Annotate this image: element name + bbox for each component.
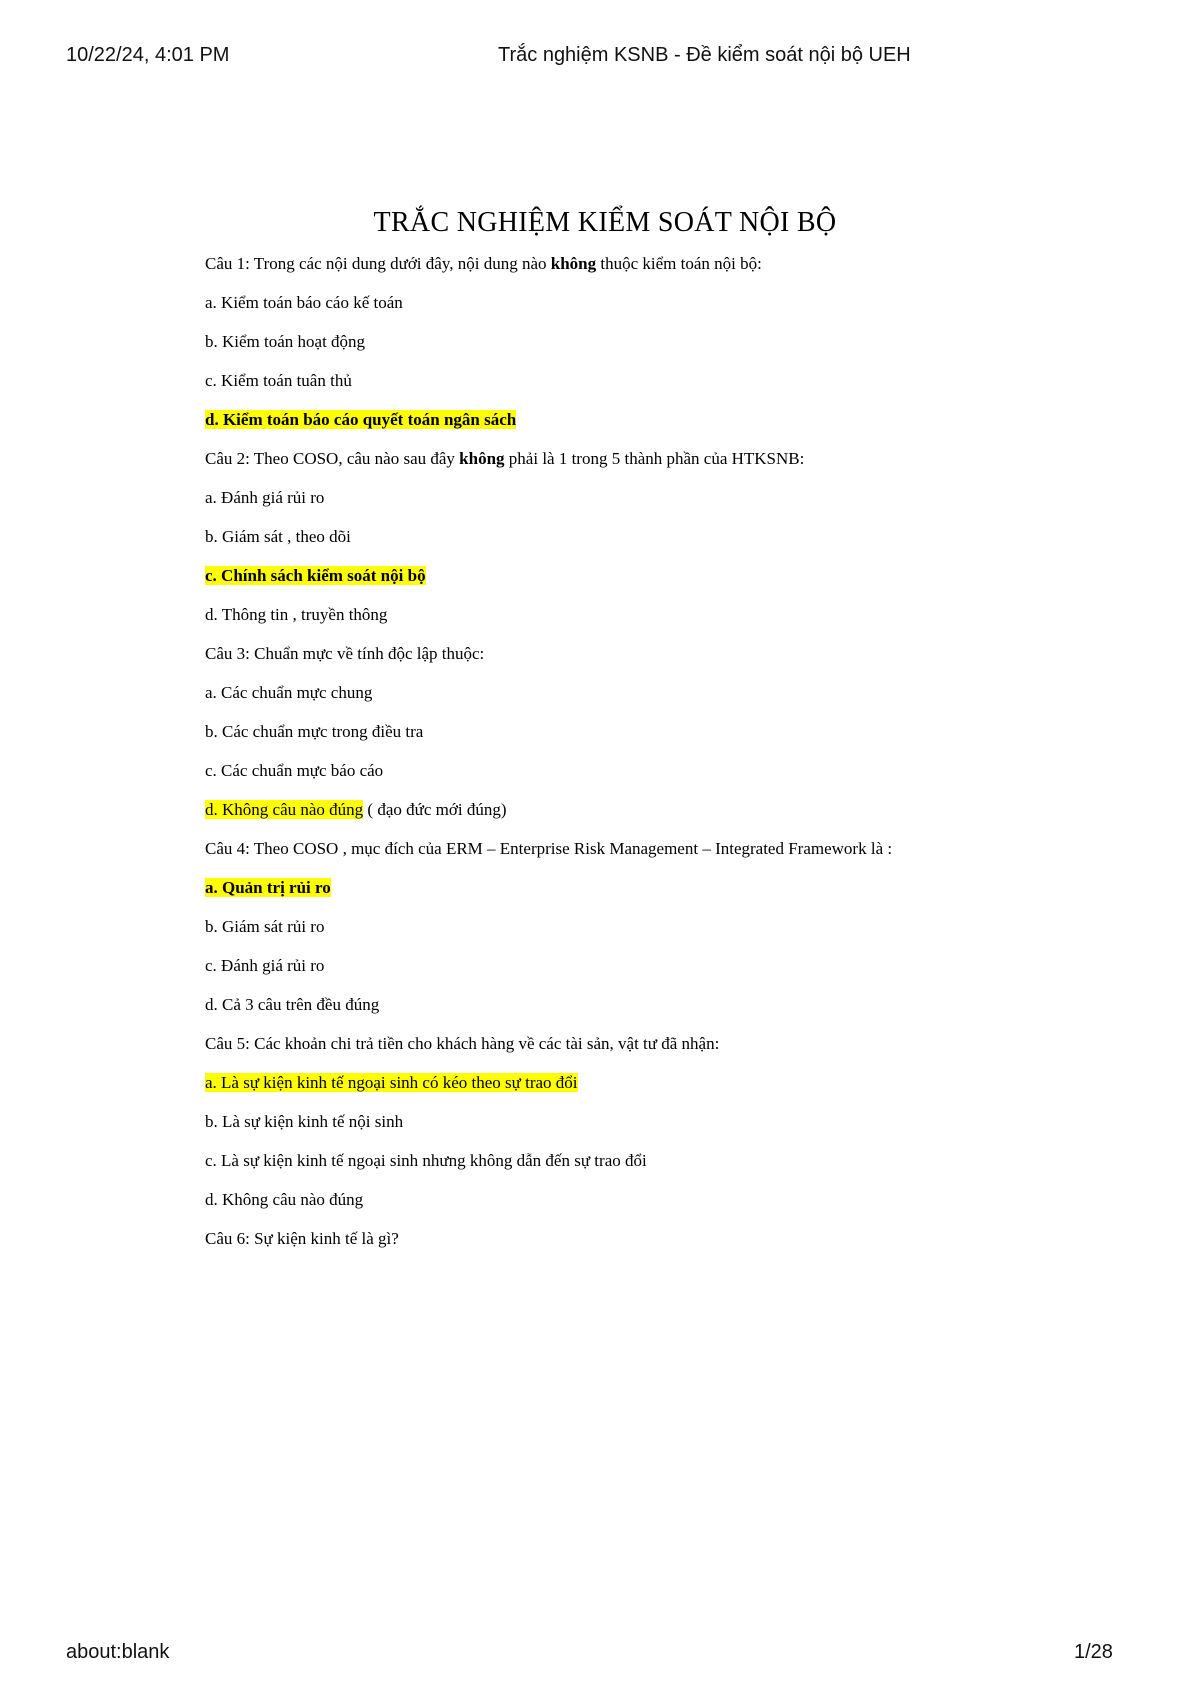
text-run: c. Đánh giá rủi ro <box>205 956 325 975</box>
document-title: TRẮC NGHIỆM KIỂM SOÁT NỘI BỘ <box>373 207 837 238</box>
text-run: c. Là sự kiện kinh tế ngoại sinh nhưng không dẫn đến sự trao đổi <box>205 1151 647 1170</box>
answer-option <box>205 371 1005 391</box>
answer-option <box>205 1073 1005 1093</box>
bold-text: không <box>459 449 505 468</box>
answer-option <box>205 605 1005 625</box>
answer-option <box>205 293 1005 313</box>
print-header-document-title: Trắc nghiệm KSNB - Đề kiểm soát nội bộ UEH <box>498 44 911 66</box>
text-run: b. Là sự kiện kinh tế nội sinh <box>205 1112 404 1131</box>
answer-option <box>205 917 1005 937</box>
question-text <box>205 644 1005 664</box>
print-footer-page-number: 1/28 <box>1074 1641 1113 1663</box>
print-header-datetime: 10/22/24, 4:01 PM <box>66 44 230 66</box>
text-run: b. Giám sát , theo dõi <box>205 527 351 546</box>
highlighted-answer-text: c. Chính sách kiểm soát nội bộ <box>205 566 426 585</box>
text-run: b. Các chuẩn mực trong điều tra <box>205 722 424 741</box>
question-text <box>205 254 1005 274</box>
answer-option <box>205 956 1005 976</box>
question-text <box>205 1034 1005 1054</box>
answer-option <box>205 800 1005 820</box>
answer-option <box>205 1151 1005 1171</box>
text-run: a. Kiểm toán báo cáo kế toán <box>205 293 403 312</box>
text-run: Câu 5: Các khoản chi trả tiền cho khách hàng về các tài sản, vật tư đã nhận: <box>205 1034 720 1053</box>
answer-option <box>205 566 1005 586</box>
text-run: d. Cả 3 câu trên đều đúng <box>205 995 380 1014</box>
answer-option <box>205 527 1005 547</box>
answer-option <box>205 1190 1005 1210</box>
text-run: a. Các chuẩn mực chung <box>205 683 373 702</box>
answer-option <box>205 410 1005 430</box>
highlighted-answer-text: a. Quản trị rủi ro <box>205 878 331 897</box>
question-text <box>205 839 1005 859</box>
bold-text: không <box>550 254 597 273</box>
highlighted-answer-text: d. Không câu nào đúng <box>205 800 364 819</box>
answer-option <box>205 761 1005 781</box>
text-run: ( đạo đức mới đúng) <box>363 800 507 819</box>
text-run: Câu 6: Sự kiện kinh tế là gì? <box>205 1229 399 1248</box>
question-text <box>205 1229 1005 1249</box>
question-text <box>205 449 1005 469</box>
document-body <box>205 204 1005 1268</box>
answer-option <box>205 488 1005 508</box>
text-run: Câu 4: Theo COSO , mục đích của ERM – Enterprise Risk Management – Integrated Framework là : <box>205 839 893 858</box>
answer-option <box>205 332 1005 352</box>
answer-option <box>205 878 1005 898</box>
print-footer-url: about:blank <box>66 1641 170 1663</box>
highlighted-answer-text: d. Kiểm toán báo cáo quyết toán ngân sách <box>205 410 517 429</box>
text-run: b. Kiểm toán hoạt động <box>205 332 366 351</box>
answer-option <box>205 722 1005 742</box>
answer-option <box>205 1112 1005 1132</box>
answer-option <box>205 995 1005 1015</box>
text-run: thuộc kiểm toán nội bộ: <box>596 254 762 273</box>
text-run: Câu 3: Chuẩn mực về tính độc lập thuộc: <box>205 644 485 663</box>
answer-option <box>205 683 1005 703</box>
text-run: d. Thông tin , truyền thông <box>205 605 388 624</box>
text-run: Câu 2: Theo COSO, câu nào sau đây <box>205 449 460 468</box>
text-run: Câu 1: Trong các nội dung dưới đây, nội dung nào <box>205 254 551 273</box>
text-run: c. Kiểm toán tuân thủ <box>205 371 352 390</box>
highlighted-answer-text: a. Là sự kiện kinh tế ngoại sinh có kéo theo sự trao đổi <box>205 1073 578 1092</box>
text-run: d. Không câu nào đúng <box>205 1190 364 1209</box>
question-list <box>205 254 1005 1249</box>
text-run: c. Các chuẩn mực báo cáo <box>205 761 384 780</box>
text-run: a. Đánh giá rủi ro <box>205 488 325 507</box>
text-run: phải là 1 trong 5 thành phần của HTKSNB: <box>504 449 805 468</box>
text-run: b. Giám sát rủi ro <box>205 917 325 936</box>
